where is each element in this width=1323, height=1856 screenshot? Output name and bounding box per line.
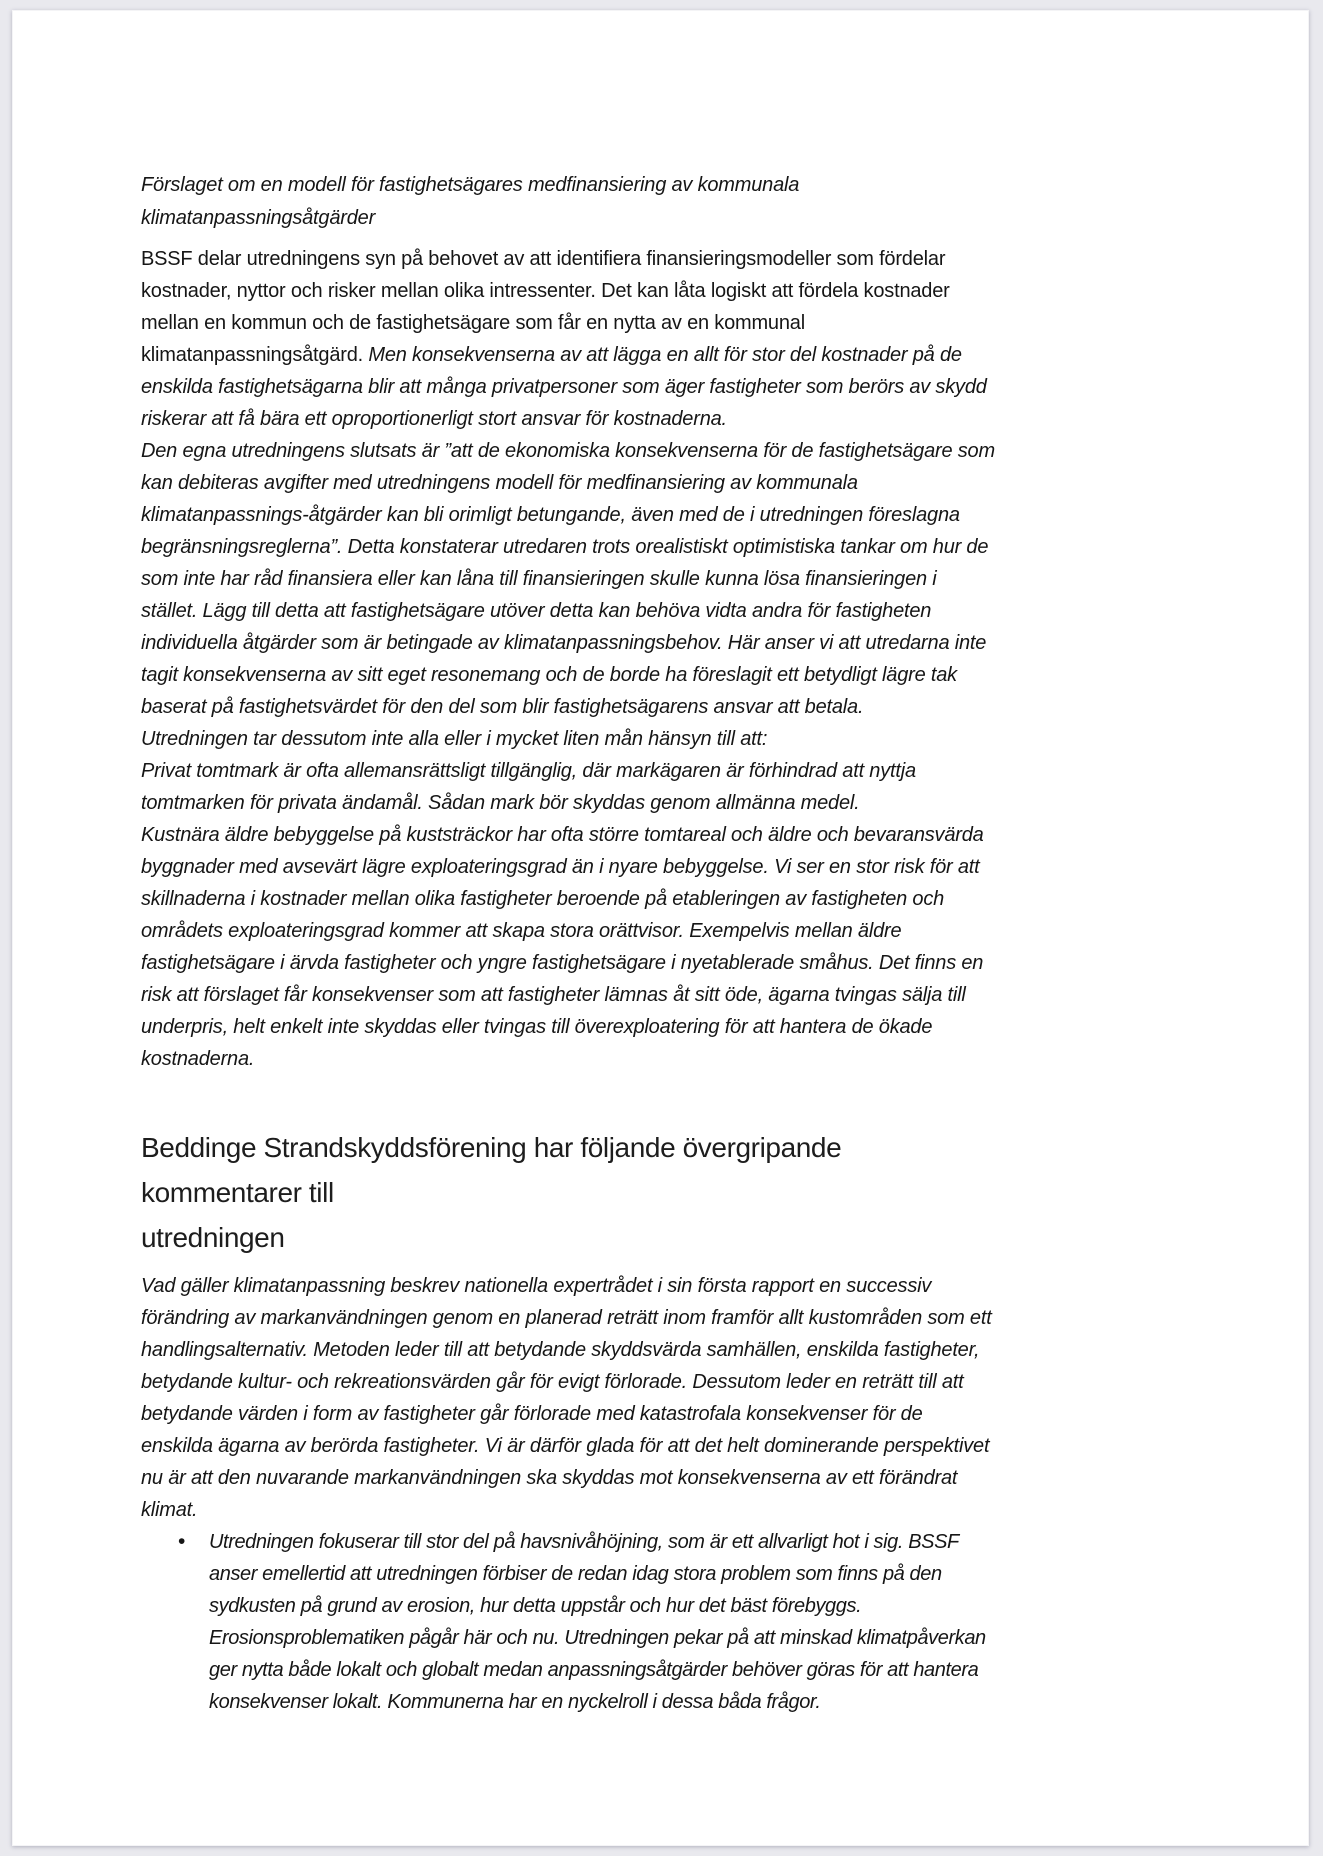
document-content <box>141 169 995 1718</box>
paragraph-financing-model <box>141 243 995 435</box>
section-heading-line1: Beddinge Strandskyddsförening har följande övergripande kommentarer till <box>141 1132 842 1208</box>
bullet-marker: • <box>178 1530 186 1553</box>
bullet-text-sea-level-erosion: Utredningen fokuserar till stor del på havsnivåhöjning, som är ett allvarligt hot i sig. BSSF anser emellertid att utredningen förbiser de redan idag stora problem som finns på den sydkusten på grund av erosion, hur detta uppstår och hur det bäst förebyggs. Erosionsproblematiken pågår här och nu. Utredningen pekar på att minskad klimatpåverkan ger nytta både lokalt och globalt medan anpassningsåtgärder behöver göras för att hantera konsekvenser lokalt. Kommunerna har en nyckelroll i dessa båda frågor. <box>209 1531 986 1713</box>
document-page <box>12 10 1309 1846</box>
paragraph-coastal-buildings: Kustnära äldre bebyggelse på kuststräckor har ofta större tomtareal och äldre och bevaransvärda byggnader med avsevärt lägre exploateringsgrad än i nyare bebyggelse. Vi ser en stor risk för att skillnaderna i kostnader mellan olika fastigheter beroende på etableringen av fastigheten och områdets exploateringsgrad kommer att skapa stora orättvisor. Exempelvis mellan äldre fastighetsägare i ärvda fastigheter och yngre fastighetsägare i nyetablerade småhus. Det finns en risk att förslaget får konsekvenser som att fastigheter lämnas åt sitt öde, ägarna tvingas sälja till underpris, helt enkelt inte skyddas eller tvingas till överexploatering för att hantera de ökade kostnaderna. <box>141 824 984 1070</box>
section-heading <box>141 1125 995 1260</box>
bullet-item <box>141 1526 995 1718</box>
section-heading-line2: utredningen <box>141 1222 285 1253</box>
paragraph-no-consideration: Utredningen tar dessutom inte alla eller i mycket liten mån hänsyn till att: <box>141 728 768 750</box>
paragraph-conclusion-quote: Den egna utredningens slutsats är ”att de ekonomiska konsekvenserna för de fastighetsägare som kan debiteras avgifter med utredningens modell för medfinansiering av kommunala klimatanpassnings-åtgärder kan bli orimligt betungande, även med de i utredningen föreslagna begränsningsreglerna”. Detta konstaterar utredaren trots orealistiskt optimistiska tankar om hur de som inte har råd finansiera eller kan låna till finansieringen skulle kunna lösa finansieringen i stället. Lägg till detta att fastighetsägare utöver detta kan behöva vidta andra för fastigheten individuella åtgärder som är betingade av klimatanpassningsbehov. Här anser vi att utredarna inte tagit konsekvenserna av sitt eget resonemang och de borde ha föreslagit ett betydligt lägre tak baserat på fastighetsvärdet för den del som blir fastighetsägarens ansvar att betala. <box>141 440 995 718</box>
paragraph-climate-adaptation-retreat: Vad gäller klimatanpassning beskrev nationella expertrådet i sin första rapport en successiv förändring av markanvändningen genom en planerad reträtt inom framför allt kustområden som ett handlingsalternativ. Metoden leder till att betydande skyddsvärda samhällen, enskilda fastigheter, betydande kultur- och rekreationsvärden går för evigt förlorade. Dessutom leder en reträtt till att betydande värden i form av fastigheter går förlorade med katastrofala konsekvenser för de enskilda ägarna av berörda fastigheter. Vi är därför glada för att det helt dominerande perspektivet nu är att den nuvarande markanvändningen ska skyddas mot konsekvenserna av ett förändrat klimat. <box>141 1275 992 1521</box>
subsection-heading: Förslaget om en modell för fastighetsägares medfinansiering av kommunala klimatanpassningsåtgärder <box>141 174 800 229</box>
paragraph-private-land: Privat tomtmark är ofta allemansrättsligt tillgänglig, där markägaren är förhindrad att nyttja tomtmarken för privata ändamål. Sådan mark bör skyddas genom allmänna medel. <box>141 760 916 814</box>
paragraph-financing-model-italic-text: Men konsekvenserna av att lägga en allt för stor del kostnader på de enskilda fastighetsägarna blir att många privatpersoner som äger fastigheter som berörs av skydd riskerar att få bära ett oproportionerligt stort ansvar för kostnaderna. <box>141 344 987 430</box>
paragraph-financing-model-regular-text: BSSF delar utredningens syn på behovet av att identifiera finansieringsmodeller som fördelar kostnader, nyttor och risker mellan olika intressenter. Det kan låta logiskt att fördela kostnader mellan en kommun och de fastighetsägare som får en nytta av en kommunal klimatanpassningsåtgärd. <box>141 248 950 366</box>
